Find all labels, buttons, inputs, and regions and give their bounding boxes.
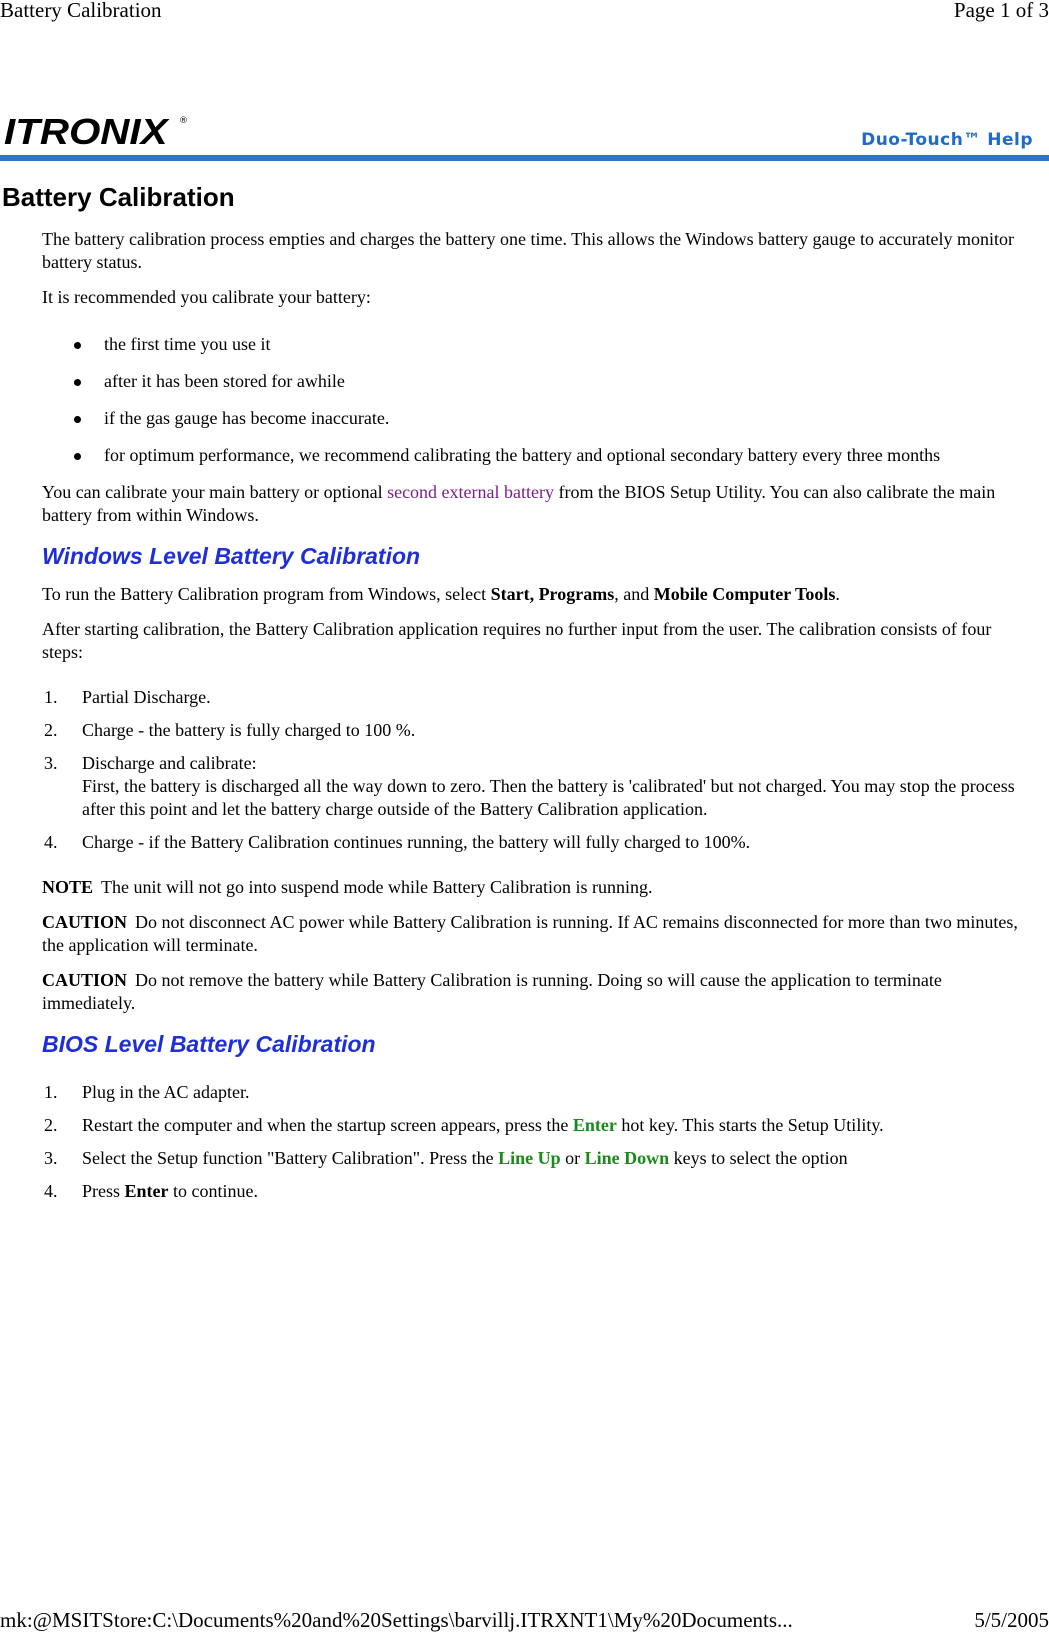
help-banner [0, 108, 1049, 166]
list-item: 2. Charge - the battery is fully charged to 100 %. [44, 720, 416, 740]
note-label: NOTE [42, 877, 94, 897]
product-title: Duo-Touch™ Help [861, 130, 1033, 150]
recommend-list [42, 333, 1019, 467]
list-item: 4. Charge - if the Battery Calibration continues running, the battery will fully charged to 100%. [44, 832, 751, 852]
caution-label: CAUTION [42, 912, 128, 932]
list-item: 2. Restart the computer and when the startup screen appears, press the Enter hot key. This starts the Setup Utility. [44, 1115, 884, 1135]
caution-paragraph: CAUTION Do not remove the battery while Battery Calibration is running. Doing so will cause the application to terminate immediately. [42, 970, 942, 1013]
windows-run-paragraph: To run the Battery Calibration program from Windows, select Start, Programs, and Mobile Computer Tools. [42, 584, 840, 604]
enter-key-label: Enter [124, 1181, 169, 1201]
line-up-key-label: Line Up [498, 1148, 561, 1168]
print-footer-url: mk:@MSITStore:C:\Documents%20and%20Settings\barvillj.ITRXNT1\My%20Documents... [0, 1608, 793, 1632]
list-item: the first time you use it [42, 333, 1019, 356]
help-content [0, 178, 1049, 1217]
list-item: 1. Plug in the AC adapter. [44, 1082, 250, 1102]
note-paragraph: NOTE The unit will not go into suspend mode while Battery Calibration is running. [42, 877, 653, 897]
bios-steps-list [42, 1081, 1019, 1203]
caution-paragraph: CAUTION Do not disconnect AC power while Battery Calibration is running. If AC remains disconnected for more than two minutes, the application will terminate. [42, 912, 1018, 955]
windows-steps-intro: After starting calibration, the Battery Calibration application requires no further input from the user. The calibration consists of four steps: [42, 619, 992, 662]
print-header-page: Page 1 of 3 [953, 0, 1049, 22]
print-header-title: Battery Calibration [0, 0, 162, 22]
logo-wordmark: ITRONIX [4, 111, 168, 152]
list-item: 3. Discharge and calibrate: First, the battery is discharged all the way down to zero. Then the battery is 'calibrated' but not charged. You may stop the process after this point and let the battery charge outside of the Battery Calibration application. [44, 753, 1015, 819]
list-item: for optimum performance, we recommend calibrating the battery and optional secondary battery every three months [42, 444, 1019, 467]
itronix-logo [4, 111, 188, 152]
banner-divider [0, 155, 1049, 161]
list-item: 1. Partial Discharge. [44, 687, 211, 707]
list-item: 4. Press Enter to continue. [44, 1181, 258, 1201]
registered-mark: ® [179, 116, 188, 126]
recommend-paragraph: It is recommended you calibrate your battery: [42, 287, 371, 307]
enter-key-label: Enter [572, 1115, 617, 1135]
calibrate-options-paragraph: You can calibrate your main battery or optional second external battery from the BIOS Setup Utility. You can also calibrate the main battery from within Windows. [42, 482, 996, 525]
list-item: if the gas gauge has become inaccurate. [42, 407, 1019, 430]
bios-section-heading: BIOS Level Battery Calibration [42, 1031, 376, 1057]
page-title: Battery Calibration [2, 182, 235, 212]
intro-paragraph: The battery calibration process empties and charges the battery one time. This allows the Windows battery gauge to accurately monitor battery status. [42, 229, 1014, 272]
print-footer-date: 5/5/2005 [974, 1608, 1049, 1632]
list-item: 3. Select the Setup function "Battery Calibration". Press the Line Up or Line Down keys to select the option [44, 1148, 848, 1168]
line-down-key-label: Line Down [584, 1148, 670, 1168]
list-item: after it has been stored for awhile [42, 370, 1019, 393]
caution-label: CAUTION [42, 970, 128, 990]
second-external-battery-link[interactable]: second external battery [387, 482, 554, 502]
windows-steps-list [42, 686, 1019, 854]
windows-section-heading: Windows Level Battery Calibration [42, 543, 421, 569]
